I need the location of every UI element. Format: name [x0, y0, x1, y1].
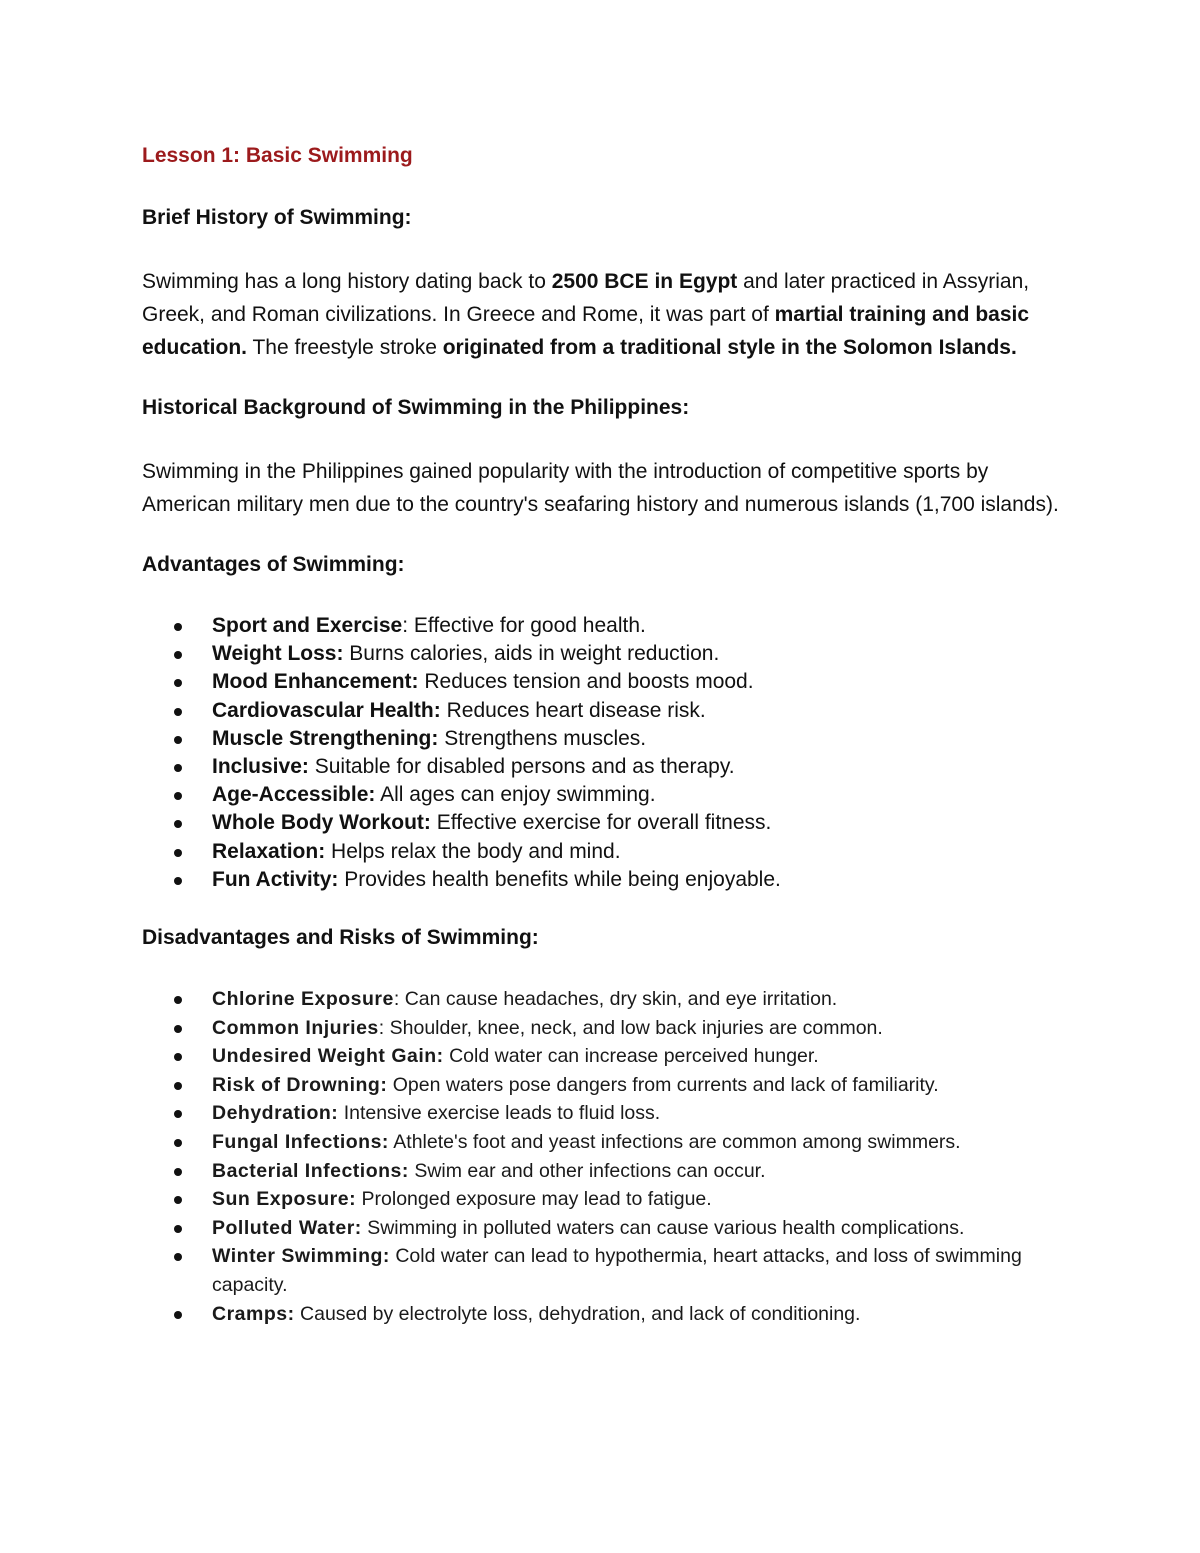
item-description: Burns calories, aids in weight reduction. — [349, 642, 720, 666]
document-body — [142, 139, 1072, 1328]
item-term: Whole Body Workout: — [212, 811, 431, 835]
item-term: Polluted Water: — [212, 1216, 362, 1239]
bullet-icon — [174, 1139, 182, 1147]
item-description: Athlete's foot and yeast infections are common among swimmers. — [393, 1131, 961, 1153]
list-item — [142, 1185, 1072, 1214]
bullet-icon — [174, 1225, 182, 1233]
list-item — [142, 809, 1072, 837]
bullet-icon — [174, 679, 182, 687]
bullet-icon — [174, 849, 182, 857]
item-term: Sun Exposure: — [212, 1188, 357, 1211]
item-description: Suitable for disabled persons and as therapy. — [314, 755, 735, 779]
list-item — [142, 725, 1072, 753]
item-description: Swimming in polluted waters can cause various health complications. — [367, 1216, 965, 1239]
item-term: Winter Swimming: — [212, 1245, 390, 1268]
item-term: Common Injuries — [212, 1016, 379, 1039]
item-description: All ages can enjoy swimming. — [380, 783, 656, 807]
item-description: Can cause headaches, dry skin, and eye irritation. — [404, 988, 838, 1011]
item-description: Open waters pose dangers from currents and lack of familiarity. — [392, 1073, 939, 1096]
list-item — [142, 640, 1072, 668]
list-item — [142, 781, 1072, 809]
list-item — [142, 838, 1072, 866]
item-term: Risk of Drowning: — [212, 1073, 388, 1096]
bullet-icon — [174, 1082, 182, 1090]
item-description: Strengthens muscles. — [444, 726, 647, 750]
item-term: Chlorine Exposure — [212, 988, 394, 1011]
item-description: Swim ear and other infections can occur. — [414, 1159, 766, 1182]
item-term: Inclusive: — [212, 755, 309, 779]
disadvantages-heading: Disadvantages and Risks of Swimming: — [142, 926, 539, 950]
item-description: Caused by electrolyte loss, dehydration, and lack of conditioning. — [300, 1302, 861, 1325]
history-text-2: and later practiced in Assyrian, Greek, and Roman civilizations. In Greece and Rome, it was part of — [142, 270, 1030, 326]
item-description: Effective exercise for overall fitness. — [436, 811, 772, 835]
item-term: Undesired Weight Gain: — [212, 1045, 444, 1068]
bullet-icon — [174, 623, 182, 631]
bullet-icon — [174, 708, 182, 716]
bullet-icon — [174, 736, 182, 744]
history-text-1: Swimming has a long history dating back to — [142, 270, 552, 293]
item-term: Weight Loss: — [212, 642, 344, 666]
list-item — [142, 1214, 1072, 1243]
history-paragraph — [142, 265, 1072, 364]
item-description: Helps relax the body and mind. — [331, 839, 621, 863]
advantages-heading: Advantages of Swimming: — [142, 553, 405, 576]
list-item — [142, 1042, 1072, 1071]
bullet-icon — [174, 877, 182, 885]
philippines-heading: Historical Background of Swimming in the Philippines: — [142, 396, 690, 419]
list-item — [142, 1157, 1072, 1186]
philippines-paragraph: Swimming in the Philippines gained popularity with the introduction of competitive sports by American military men due to the country's seafaring history and numerous islands (1,700 islands). — [142, 460, 1059, 516]
history-bold-1: 2500 BCE in Egypt — [551, 270, 738, 293]
list-item — [142, 1099, 1072, 1128]
item-term: Mood Enhancement: — [212, 670, 419, 694]
bullet-icon — [174, 651, 182, 659]
item-term: Cramps: — [212, 1302, 295, 1325]
bullet-icon — [174, 1253, 182, 1261]
item-term: Age-Accessible: — [212, 783, 376, 807]
history-heading: Brief History of Swimming: — [142, 206, 412, 229]
item-description: Provides health benefits while being enjoyable. — [344, 867, 781, 891]
bullet-icon — [174, 1110, 182, 1118]
item-term: Fun Activity: — [212, 867, 339, 891]
item-term: Dehydration: — [212, 1102, 339, 1125]
advantages-list — [142, 612, 1072, 894]
list-item — [142, 1242, 1072, 1299]
bullet-icon — [174, 820, 182, 828]
bullet-icon — [174, 996, 182, 1004]
list-item — [142, 668, 1072, 696]
list-item: Chlorine Exposure: Can cause headaches, dry skin, and eye irritation. — [142, 985, 1072, 1014]
list-item — [142, 1300, 1072, 1329]
item-term: Sport and Exercise — [212, 614, 403, 637]
item-description: Cold water can increase perceived hunger. — [449, 1045, 819, 1068]
list-item — [142, 753, 1072, 781]
bullet-icon — [174, 1311, 182, 1319]
item-description: Reduces tension and boosts mood. — [424, 670, 754, 694]
list-item — [142, 866, 1072, 894]
item-term: Bacterial Infections: — [212, 1159, 409, 1182]
bullet-icon — [174, 1053, 182, 1061]
history-bold-3: originated from a traditional style in the Solomon Islands. — [442, 336, 1017, 359]
history-bold-2: martial training and basic education. — [142, 303, 1030, 359]
item-description: Shoulder, knee, neck, and low back injuries are common. — [389, 1016, 883, 1039]
list-item — [142, 1071, 1072, 1100]
list-item — [142, 1128, 1072, 1157]
item-description: Reduces heart disease risk. — [446, 698, 706, 722]
list-item: Common Injuries: Shoulder, knee, neck, and low back injuries are common. — [142, 1014, 1072, 1043]
item-description: Effective for good health. — [413, 614, 646, 637]
item-description: Cold water can lead to hypothermia, heart attacks, and loss of swimming capacity. — [212, 1245, 1022, 1296]
bullet-icon — [174, 1196, 182, 1204]
item-term: Fungal Infections: — [212, 1131, 389, 1153]
list-item: Sport and Exercise: Effective for good health. — [142, 612, 1072, 640]
list-item — [142, 697, 1072, 725]
item-description: Intensive exercise leads to fluid loss. — [343, 1102, 661, 1125]
item-description: Prolonged exposure may lead to fatigue. — [361, 1188, 712, 1211]
bullet-icon — [174, 1168, 182, 1176]
item-term: Relaxation: — [212, 839, 326, 863]
bullet-icon — [174, 1025, 182, 1033]
history-text-3: The freestyle stroke — [247, 336, 443, 359]
bullet-icon — [174, 764, 182, 772]
bullet-icon — [174, 792, 182, 800]
item-term: Cardiovascular Health: — [212, 698, 441, 722]
disadvantages-list — [142, 985, 1072, 1328]
lesson-title: Lesson 1: Basic Swimming — [142, 144, 413, 167]
item-term: Muscle Strengthening: — [212, 726, 439, 750]
